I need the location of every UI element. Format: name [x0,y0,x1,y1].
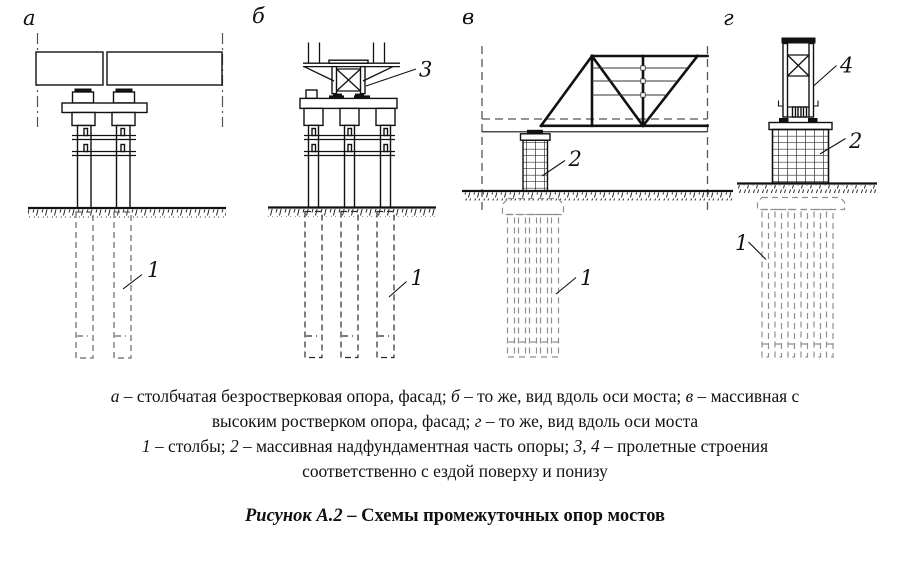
callout-span-g [814,54,854,87]
pile [508,215,515,358]
panel-b-label: б [252,4,265,28]
truss-span [541,56,708,126]
callout-number: 4 [840,53,854,78]
ground-v [462,191,733,201]
callout-piles-a [123,258,160,289]
pile [762,210,769,358]
callout-number: 1 [735,231,749,255]
figure-title-text: – Схемы промежуточных опор мостов [342,506,666,526]
cross-brace [337,69,361,91]
legend-text: – столбы; [150,436,230,456]
panel-a-label: а [23,6,36,30]
legend-views [0,384,910,434]
masonry-pier-body [523,140,548,191]
pier-cap [521,134,551,140]
pier-a [62,89,147,209]
figure-number: Рисунок А.2 [244,506,343,526]
legend-elements [0,434,910,484]
callout-span-b [366,58,432,87]
soil-hatch [28,210,226,218]
ground-a [28,208,226,218]
pier-column [117,126,131,209]
leader-line [749,242,767,260]
panel-b [252,4,436,358]
pile [814,210,821,358]
pier-b [300,90,397,207]
callout-number: 1 [410,266,424,290]
callout-piles-g [735,231,766,260]
truss-bracing [592,68,688,95]
pier-column [345,125,355,207]
callout-number: 1 [580,266,594,290]
leader-line [814,66,837,87]
pile [530,215,537,358]
masonry-pier-body [773,130,829,184]
soil-hatch [462,193,733,201]
through-span-cross-section [779,38,819,123]
pier-column [309,125,319,207]
bearing-left [73,92,94,103]
pier-column [381,125,391,207]
leader-line [366,69,416,86]
pile-cap [503,199,564,215]
panel-g [723,6,877,357]
callout-number: 2 [849,129,863,153]
pier-cap [769,123,832,130]
pile [775,210,782,358]
legend-key: 1 [141,436,151,456]
legend-text: – столбчатая безростверковая опора, фасад; [119,386,452,406]
truss-side [809,44,814,118]
legend-text: – массивная надфундаментная часть опоры; [238,436,574,456]
top-chord-cap [782,38,816,44]
soil-hatch [737,185,877,193]
bearing-right [114,92,135,103]
legend-key: б [451,386,460,406]
figure-caption [0,384,910,529]
pier-cap-beam [62,103,147,113]
callout-piles-v [556,266,593,294]
foundation-g [758,198,845,358]
callout-piles-b [389,266,424,297]
foundation-v [503,199,564,358]
pile-cap [758,198,845,210]
pier-cap-beam [300,98,397,108]
panel-v-label: в [462,5,475,29]
figure-title [0,504,910,529]
pier-column [78,126,92,209]
ground-g [737,184,877,194]
soil-hatch [268,209,436,217]
legend-text: – то же, вид вдоль оси моста [481,411,699,431]
pile [788,210,795,358]
pile [541,215,548,358]
pile [552,215,559,358]
ground-b [268,208,436,218]
truss-members [541,56,698,126]
legend-text: соответственно с ездой поверху и понизу [302,461,608,481]
leader-line [123,275,142,290]
pile [827,210,834,358]
legend-key: г [474,411,482,431]
pile [519,215,526,358]
pile [801,210,808,358]
piles-a [76,212,131,358]
legend-key: в [685,386,694,406]
deck-span-cross-section [303,43,400,97]
panel-v [462,5,733,357]
leader-line [389,282,407,298]
legend-text: – то же, вид вдоль оси моста; [459,386,686,406]
callout-number: 2 [568,147,582,171]
legend-text: – пролетные строения [599,436,769,456]
truss-side [783,44,788,118]
cross-brace [788,55,810,76]
axis-lines [482,46,708,210]
legend-key: 3, 4 [573,436,600,456]
legend-text: высоким ростверком опора, фасад; [211,411,475,431]
girder-right [107,52,222,85]
legend-key: а [110,386,120,406]
pier-body-v [521,130,551,191]
legend-text: – массивная с [693,386,800,406]
callout-number: 3 [419,57,433,82]
legend-key: 2 [229,436,239,456]
piles-b [305,212,394,358]
callout-number: 1 [147,258,161,282]
girder-left [36,52,103,85]
panel-g-label: г [723,6,734,30]
panel-a [23,6,226,358]
